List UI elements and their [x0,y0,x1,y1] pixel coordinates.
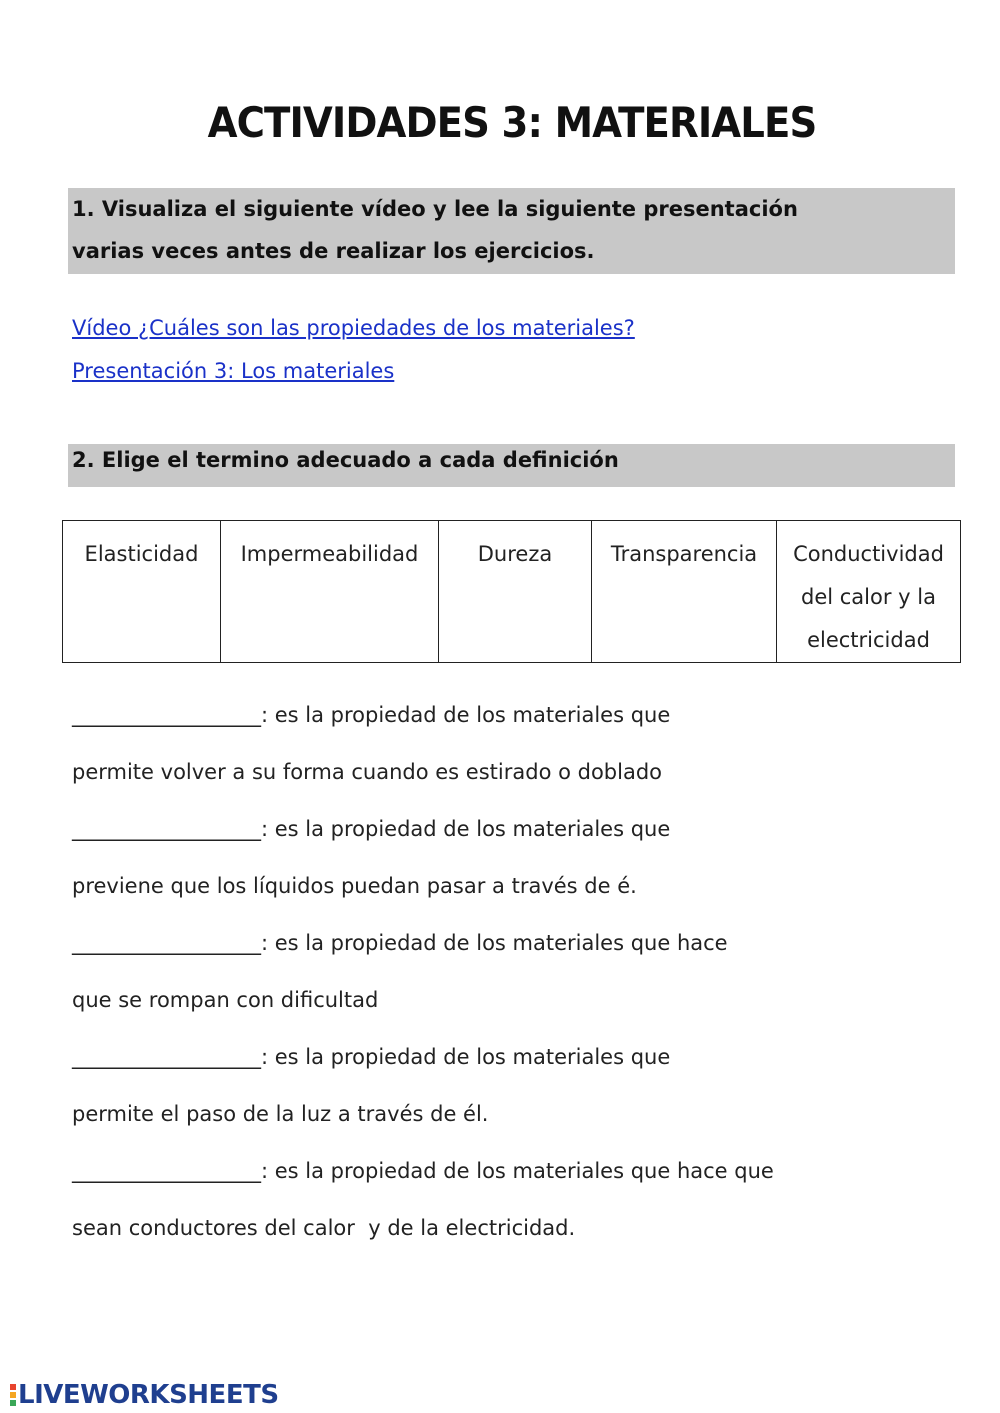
definitions-list [72,698,774,1268]
term-cell-dureza[interactable] [439,521,592,663]
definition-1-blank[interactable]: __________________: es la propiedad de los materiales que [72,703,671,727]
section-1-line-2: varias veces antes de realizar los ejercicios. [72,239,595,263]
section-1-heading [68,188,955,274]
terms-table [62,520,961,663]
presentation-link[interactable]: Presentación 3: Los materiales [72,359,395,383]
definition-4-text: permite el paso de la luz a través de él. [72,1102,489,1126]
term-cell-elasticidad[interactable] [63,521,221,663]
terms-row [63,521,961,663]
term-label: Impermeabilidad [240,542,419,566]
definition-5-text: sean conductores del calor y de la electricidad. [72,1216,576,1240]
liveworksheets-logo[interactable] [10,1380,279,1410]
definition-3-blank[interactable]: __________________: es la propiedad de los materiales que hace [72,931,728,955]
section-2-heading: 2. Elige el termino adecuado a cada definición [68,444,955,487]
term-label-line-2: del calor y la [801,585,936,609]
page-title: ACTIVIDADES 3: MATERIALES [207,98,817,147]
definition-3-text: que se rompan con dificultad [72,988,379,1012]
video-link[interactable]: Vídeo ¿Cuáles son las propiedades de los materiales? [72,316,635,340]
term-label: Dureza [477,542,553,566]
term-cell-transparencia[interactable] [592,521,777,663]
term-label-line-1: Conductividad [793,542,944,566]
definition-4-blank[interactable]: __________________: es la propiedad de los materiales que [72,1045,671,1069]
logo-text: LIVEWORKSHEETS [18,1380,279,1410]
term-label: Transparencia [610,542,758,566]
definition-5-blank[interactable]: __________________: es la propiedad de los materiales que hace que [72,1159,774,1183]
definition-1-text: permite volver a su forma cuando es estirado o doblado [72,760,662,784]
term-cell-impermeabilidad[interactable] [221,521,439,663]
definition-2-blank[interactable]: __________________: es la propiedad de los materiales que [72,817,671,841]
term-label-line-3: electricidad [807,628,930,652]
logo-icon [10,1383,16,1407]
term-cell-conductividad[interactable] [777,521,961,663]
definition-2-text: previene que los líquidos puedan pasar a través de é. [72,874,637,898]
section-1-line-1: 1. Visualiza el siguiente vídeo y lee la siguiente presentación [72,197,798,221]
term-label: Elasticidad [84,542,199,566]
